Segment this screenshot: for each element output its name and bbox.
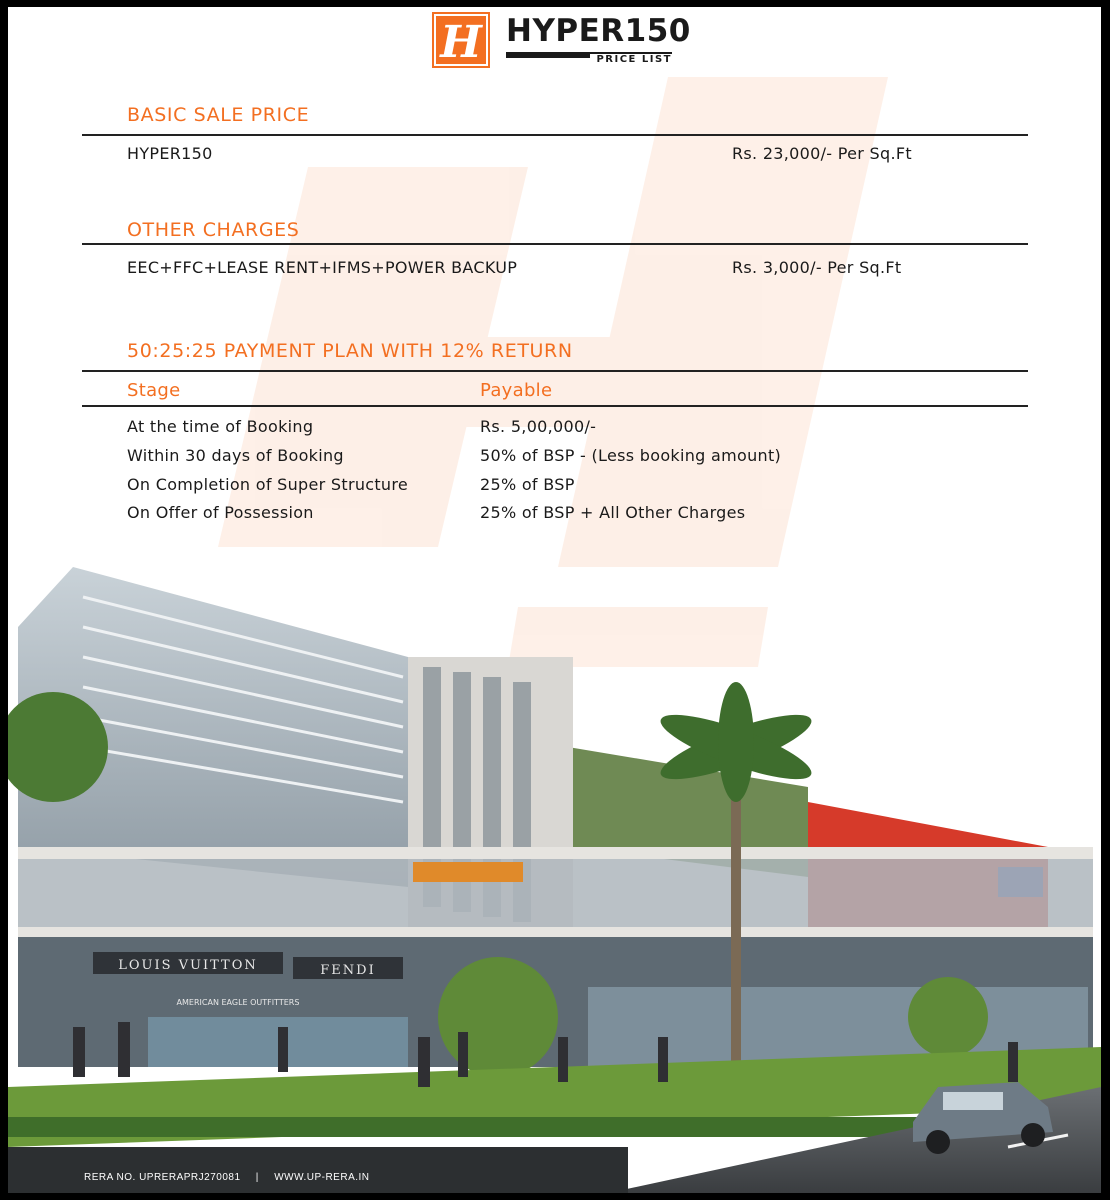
logo-title: HYPER150 [506,13,691,49]
rera-number: RERA NO. UPRERAPRJ270081 [84,1172,241,1183]
payable-cell: 25% of BSP [480,475,575,494]
other-charges-item: EEC+FFC+LEASE RENT+IFMS+POWER BACKUP [127,258,518,277]
stage-cell: At the time of Booking [127,417,314,436]
stage-cell: Within 30 days of Booking [127,446,344,465]
logo-h-icon [432,12,490,68]
other-charges-price-value: Rs. 3,000/- Per Sq.Ft [732,258,902,277]
payable-cell: Rs. 5,00,000/- [480,417,597,436]
payment-plan-heading: 50:25:25 PAYMENT PLAN WITH 12% RETURN [127,340,573,362]
stage-cell: On Offer of Possession [127,503,314,522]
hyper150-logo [432,12,691,76]
payable-cell: 25% of BSP + All Other Charges [480,503,746,522]
payable-cell: 50% of BSP - (Less booking amount) [480,446,782,465]
rera-website: WWW.UP-RERA.IN [274,1172,370,1183]
section-divider [82,370,1028,372]
logo-subtitle-bar [506,52,672,64]
price-list-page [8,7,1101,1193]
column-header-payable: Payable [480,380,553,401]
section-divider [82,134,1028,136]
section-divider [82,243,1028,245]
logo-subtitle: PRICE LIST [590,54,672,66]
storefront-sign-louis-vuitton: LOUIS VUITTON [118,958,258,973]
column-header-stage: Stage [127,380,181,401]
footer-separator: | [255,1172,259,1183]
table-header-divider [82,405,1028,407]
basic-sale-item: HYPER150 [127,144,213,163]
storefront-sign-fendi: FENDI [320,963,376,978]
basic-sale-price-value: Rs. 23,000/- Per Sq.Ft [732,144,912,163]
rera-footer [78,1172,376,1183]
other-charges-heading: OTHER CHARGES [127,219,300,241]
logo-letter: H [440,17,482,68]
storefront-sign-american-eagle: AMERICAN EAGLE OUTFITTERS [176,998,300,1007]
stage-cell: On Completion of Super Structure [127,475,409,494]
basic-sale-price-heading: BASIC SALE PRICE [127,104,310,126]
mall-rendering-image [8,547,1101,1193]
